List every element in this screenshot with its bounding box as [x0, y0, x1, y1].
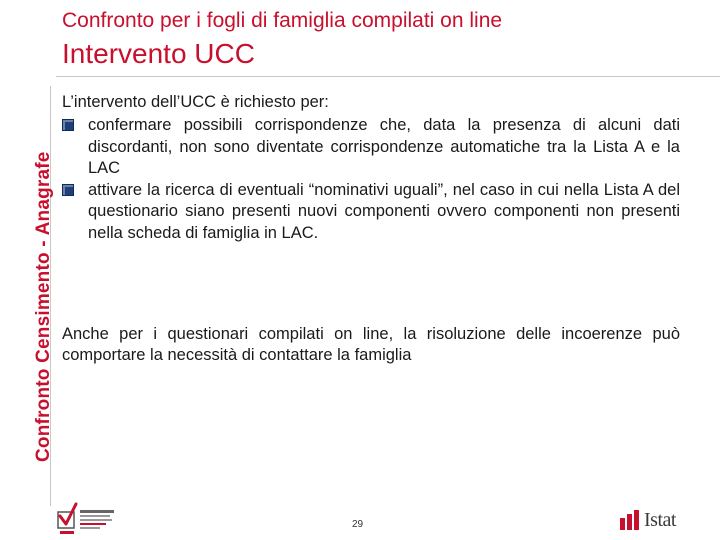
- slide-title: Confronto per i fogli di famiglia compilati on line: [62, 9, 503, 32]
- closing-note: Anche per i questionari compilati on line, la risoluzione delle incoerenze può comportare la necessità di contattare la famiglia: [62, 325, 680, 365]
- page-number: 29: [352, 519, 364, 530]
- square-bullet-icon: [62, 119, 74, 131]
- istat-logo-text: Istat: [644, 508, 676, 531]
- sidebar-vertical-label: Confronto Censimento - Anagrafe: [33, 151, 54, 462]
- bullet-item: [62, 180, 680, 244]
- slide-subtitle: Intervento UCC: [62, 38, 255, 69]
- title-divider: [56, 76, 720, 77]
- bullet-text: confermare possibili corrispondenze che, data la presenza di alcuni dati discordanti, non sono diventate corrispondenze automatiche tra la Lista A e la LAC: [88, 116, 680, 178]
- census-checkbox-logo-icon: [56, 498, 118, 538]
- square-bullet-icon: [62, 184, 74, 196]
- bullet-item: [62, 115, 680, 179]
- intro-text: L’intervento dell’UCC è richiesto per:: [62, 93, 329, 111]
- istat-logo: [620, 508, 676, 532]
- istat-bars-icon: [620, 510, 639, 530]
- bullet-text: attivare la ricerca di eventuali “nominativi uguali”, nel caso in cui nella Lista A del questionario siano presenti nuovi componenti ovvero componenti non presenti nella scheda di famiglia in LAC.: [88, 180, 680, 242]
- slide-body: [62, 92, 680, 244]
